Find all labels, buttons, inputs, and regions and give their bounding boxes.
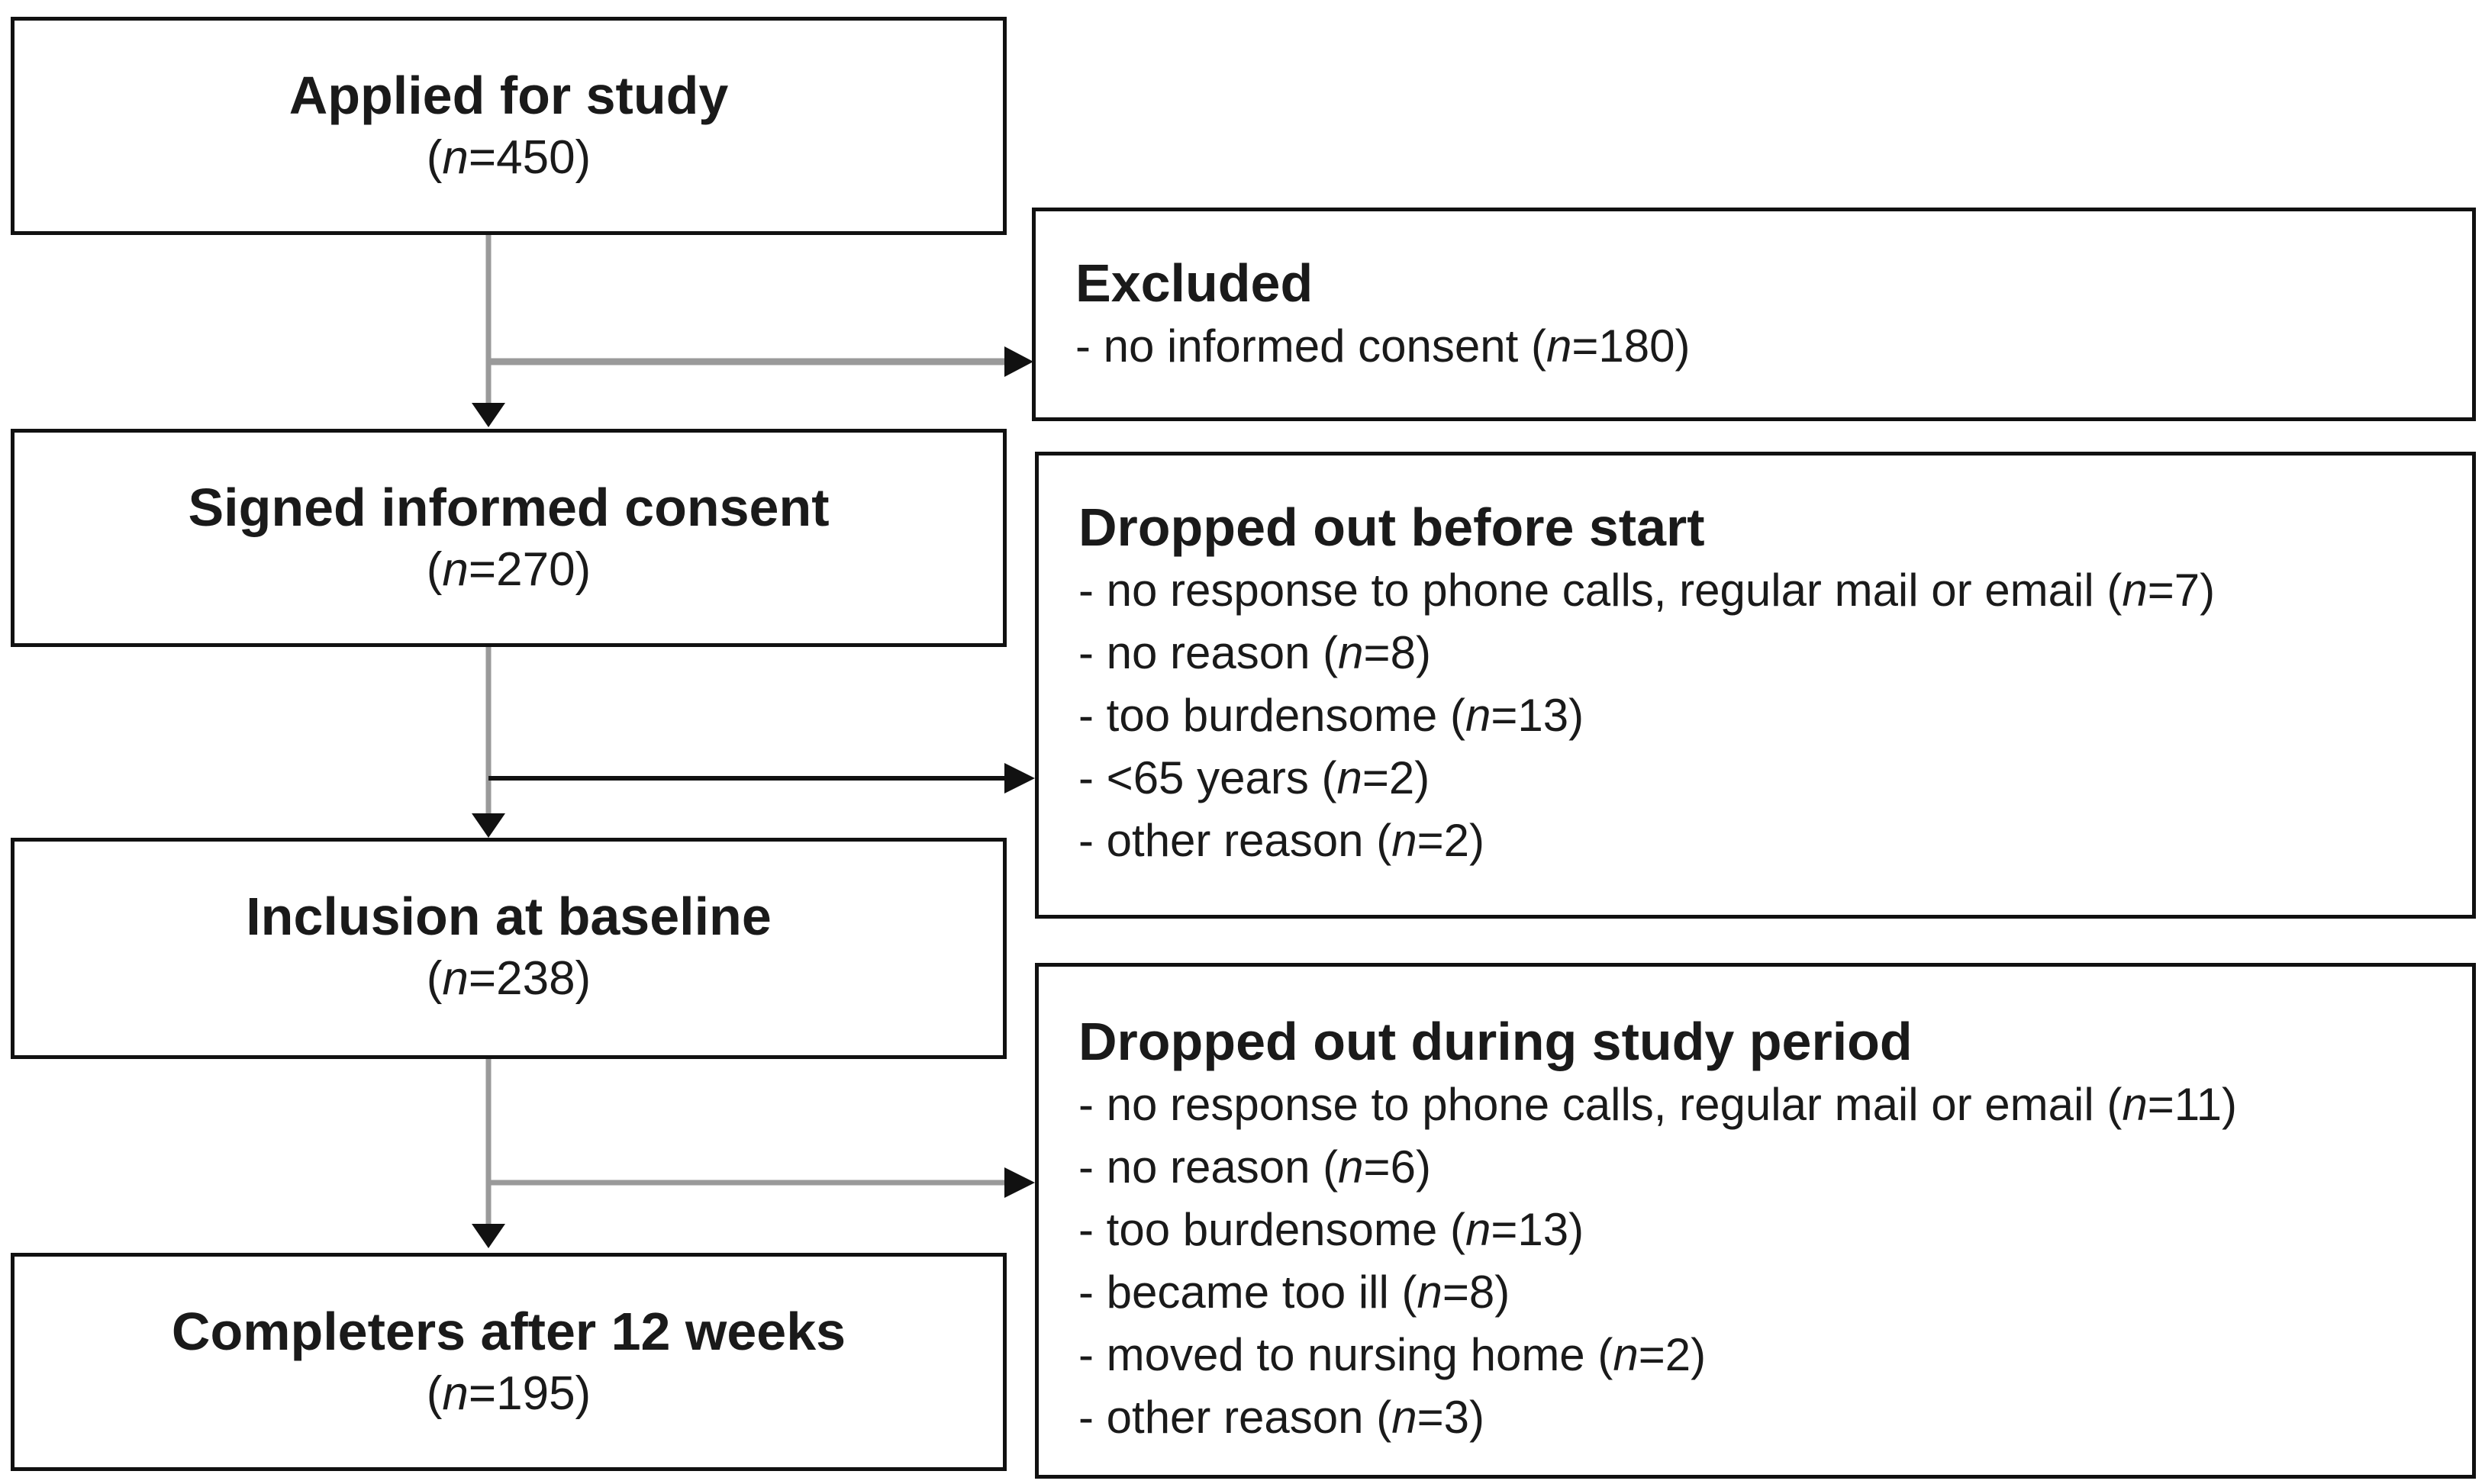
stage-title: Inclusion at baseline [246, 887, 772, 946]
exclusion-item: - no informed consent (n=180) [1075, 320, 1691, 372]
arrow-down-icon [472, 813, 505, 838]
stage-box-inclusion [11, 838, 1007, 1059]
exclusion-box-during-study [1035, 963, 2476, 1479]
exclusion-item: - <65 years (n=2) [1078, 752, 1430, 803]
stage-count: (n=238) [426, 952, 591, 1005]
stage-count: (n=450) [426, 131, 591, 184]
stage-title: Signed informed consent [188, 478, 830, 537]
exclusion-item: - no response to phone calls, regular mail or email (n=11) [1078, 1079, 2238, 1130]
exclusion-item: - other reason (n=2) [1078, 815, 1484, 866]
exclusion-item: - became too ill (n=8) [1078, 1267, 1510, 1318]
stage-box-completers [11, 1253, 1007, 1471]
exclusion-item: - no reason (n=6) [1078, 1141, 1431, 1193]
stage-count: (n=195) [426, 1367, 591, 1420]
exclusion-item: - too burdensome (n=13) [1078, 690, 1584, 741]
exclusion-item: - no reason (n=8) [1078, 627, 1431, 678]
stage-box-applied [11, 17, 1007, 235]
exclusion-item: - too burdensome (n=13) [1078, 1204, 1584, 1255]
arrow-right-icon [1004, 763, 1035, 794]
exclusion-item: - moved to nursing home (n=2) [1078, 1329, 1707, 1380]
stage-title: Completers after 12 weeks [171, 1302, 846, 1361]
arrow-down-icon [472, 1224, 505, 1248]
arrow-right-icon [1004, 346, 1033, 377]
exclusion-item: - other reason (n=3) [1078, 1392, 1484, 1443]
exclusion-box-excluded [1032, 208, 2476, 421]
stage-box-consent [11, 429, 1007, 647]
exclusion-box-before-start [1035, 452, 2476, 919]
stage-count: (n=270) [426, 543, 591, 596]
arrow-right-icon [1004, 1167, 1035, 1198]
arrow-down-icon [472, 403, 505, 427]
exclusion-title: Excluded [1075, 253, 1314, 313]
stage-title: Applied for study [288, 66, 729, 125]
exclusion-title: Dropped out during study period [1078, 1012, 1913, 1071]
exclusion-title: Dropped out before start [1078, 497, 1705, 557]
exclusion-item: - no response to phone calls, regular mail or email (n=7) [1078, 565, 2216, 616]
